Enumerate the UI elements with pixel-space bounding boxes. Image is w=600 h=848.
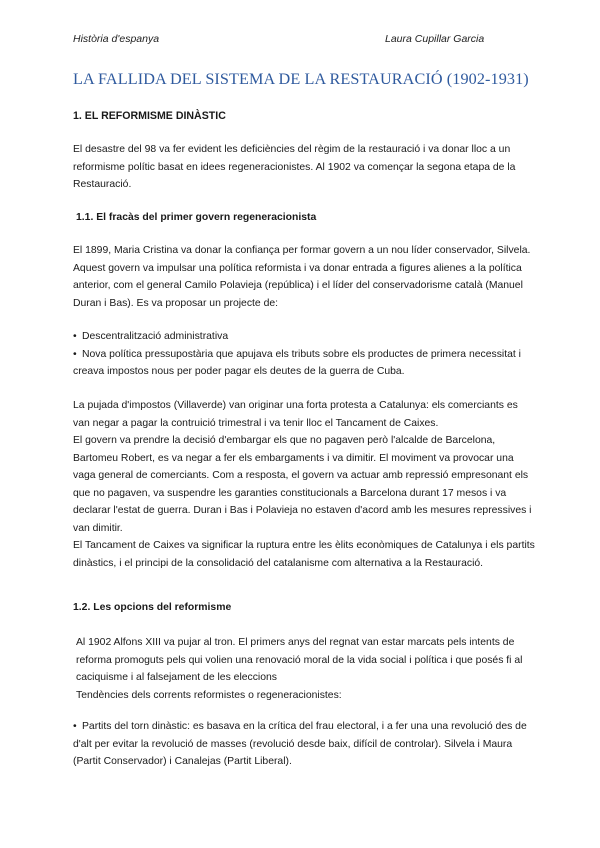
section-1-1-heading: 1.1. El fracàs del primer govern regeneracionista: [76, 212, 317, 223]
bullet-item: • Partits del torn dinàstic: es basava en la crítica del frau electoral, i a fer una una revolució des de d'alt per evitar la revolució de masses (revolució desde baix, difícil de controlar). Silvela i Maura (Partit Conservador) i Canalejas (Partit Liberal).: [73, 718, 535, 771]
section-1-1-bullets: [73, 328, 535, 381]
paragraph: El Tancament de Caixes va significar la ruptura entre les èlits econòmiques de Catalunya i els partits dinàstics, i el principi de la consolidació del catalanisme com alternativa a la Restauració.: [73, 540, 535, 569]
header-subject: Història d'espanya: [73, 33, 160, 45]
bullet-item: • Descentralització administrativa: [73, 328, 535, 346]
section-1-intro-text: El desastre del 98 va fer evident les deficiències del règim de la restauració i va donar lloc a un reformisme polític basat en idees regeneracionistes. Al 1902 va començar la segona etapa de la Restauració.: [73, 144, 516, 190]
section-1-2-bullets: [73, 718, 535, 771]
section-1-2-p1: [73, 634, 535, 704]
paragraph: El govern va prendre la decisió d'embargar els que no pagaven però l'alcalde de Barcelona, Bartomeu Robert, es va negar a fer els embargaments i va dimitir. El moviment va provocar una vaga general de comerciants. Com a resposta, el govern va actuar amb repressió empresonant els que no pagaven, va suspendre les garanties constitucionals a Barcelona durant 17 mesos i va declarar l'estat de guerra. Duran i Bas i Polavieja no estaven d'acord amb les mesures repressives i van dimitir.: [73, 435, 532, 534]
header-author: Laura Cupillar Garcia: [385, 33, 485, 45]
paragraph: Al 1902 Alfons XIII va pujar al tron. El primers anys del regnat van estar marcats pels intents de reforma promoguts pels qui volien una renovació moral de la vida social i política i que posés fi al caciquisme i al falsejament de les eleccions: [76, 637, 523, 683]
section-1-1-p2: [73, 397, 535, 572]
paragraph: El 1899, Maria Cristina va donar la confiança per formar govern a un nou líder conservador, Silvela. Aquest govern va impulsar una política reformista i va donar entrada a figures alienes a la política anterior, com el general Camilo Polavieja (república) i el líder del conservadorisme català (Manuel Duran i Bas). Es va proposar un projecte de:: [73, 245, 531, 309]
document-title: LA FALLIDA DEL SISTEMA DE LA RESTAURACIÓ (1902-1931): [73, 70, 529, 88]
section-1-1: [73, 209, 535, 227]
page-header: [73, 33, 510, 49]
paragraph: La pujada d'impostos (Villaverde) van originar una forta protesta a Catalunya: els comerciants es van negar a pagar la contruició trimestral i va tenir lloc el Tancament de Caixes.: [73, 400, 518, 429]
bullet-item: • Nova política pressupostària que apujava els tributs sobre els productes de primera necessitat i creava impostos nous per poder pagar els deutes de la guerra de Cuba.: [73, 346, 535, 381]
section-1-1-p1: [73, 242, 535, 312]
section-1-2: [73, 599, 535, 617]
section-1-intro: [73, 141, 535, 194]
section-1-heading: 1. EL REFORMISME DINÀSTIC: [73, 110, 226, 122]
section-1: [73, 108, 535, 126]
paragraph: Tendències dels corrents reformistes o regeneracionistes:: [76, 689, 342, 701]
section-1-2-heading: 1.2. Les opcions del reformisme: [73, 602, 232, 613]
